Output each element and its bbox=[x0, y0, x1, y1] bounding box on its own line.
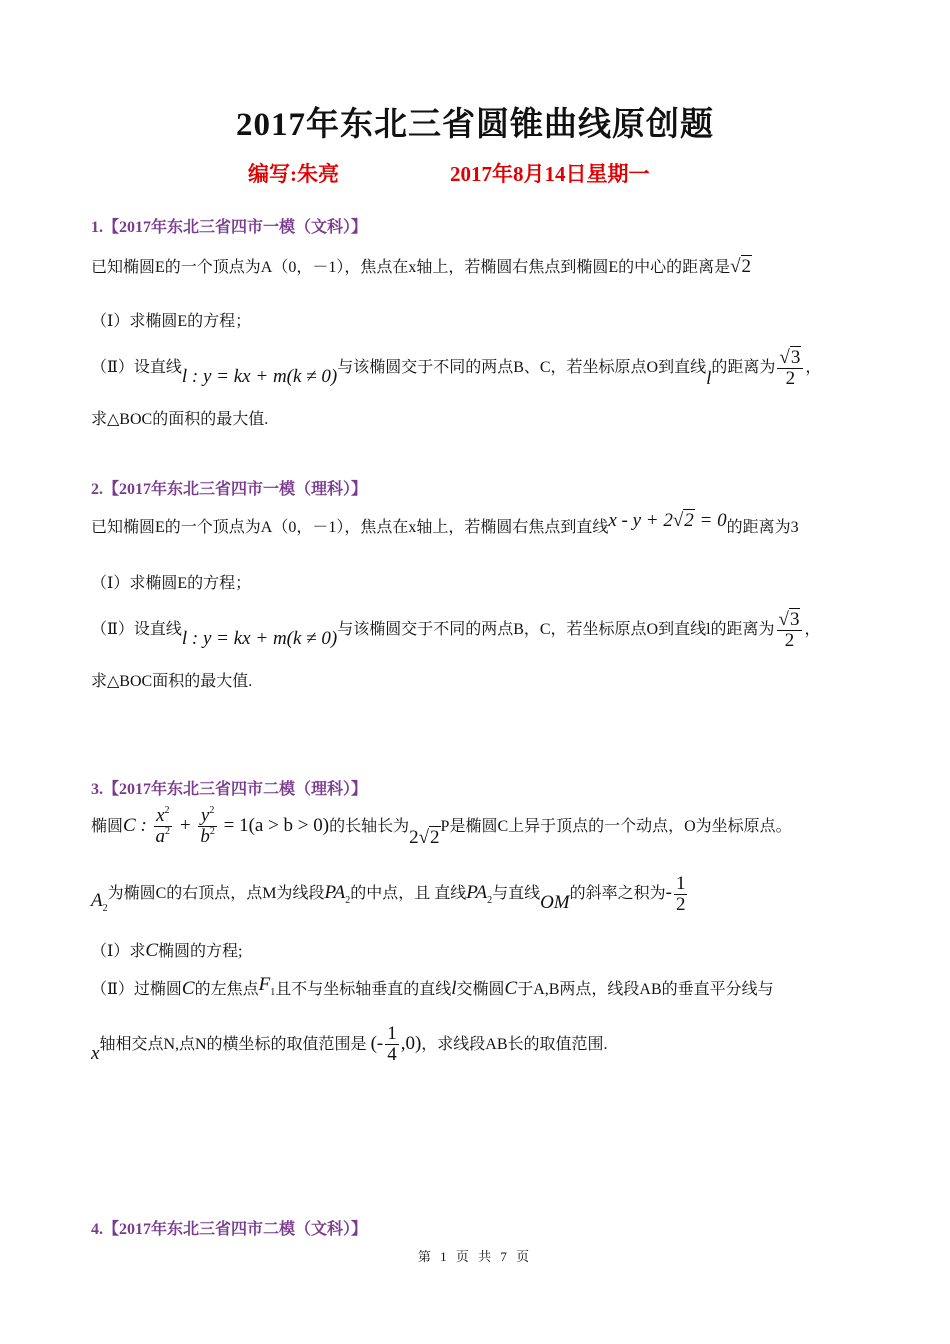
q1-statement bbox=[91, 254, 752, 278]
q3-part2-d: 交椭圆 bbox=[456, 981, 505, 998]
q3-part1 bbox=[91, 938, 242, 962]
q3-part2 bbox=[91, 976, 774, 1002]
page-footer: 第 1 页 共 7 页 bbox=[417, 1249, 533, 1264]
q3-line2-b: 的中点，且 直线 bbox=[350, 885, 467, 903]
q3-line2-d: 的斜率之积为 bbox=[569, 885, 666, 903]
C-symbol: C bbox=[145, 940, 159, 961]
q1-text: 已知椭圆E的一个顶点为A（0，－1），焦点在x轴上，若椭圆右焦点到椭圆E的中心的距离是 bbox=[91, 259, 731, 276]
q3-heading: 3.【2017年东北三省四市二模（理科）】 bbox=[91, 781, 368, 798]
q1-part2: （Ⅱ）设直线l : y = kx + m(k ≠ 0)与该椭圆交于不同的两点B、C，若坐标原点O到直线l的距离为 $\frac{√3}{2}$ ， bbox=[91, 347, 822, 390]
C-symbol-3: C bbox=[504, 978, 518, 999]
q3-part1-b: 椭圆的方程; bbox=[158, 943, 243, 960]
q2-part2-cont: 求△BOC面积的最大值. bbox=[91, 673, 253, 690]
author-line: 编写:朱亮 bbox=[248, 162, 339, 186]
q3-line2-c: 与直线 bbox=[492, 885, 541, 903]
line-l-2: l bbox=[451, 978, 457, 999]
q2-part2-a: （Ⅱ）设直线 bbox=[91, 621, 182, 639]
q3-part2-cont-a: 轴相交点N,点N的横坐标的取值范围是 bbox=[99, 1035, 367, 1053]
q2-statement bbox=[91, 510, 799, 538]
A2-symbol: $A_2$ bbox=[91, 890, 108, 915]
date-line: 2017年8月14日星期一 bbox=[450, 162, 650, 186]
q3-line2 bbox=[91, 874, 689, 915]
q1-part2-a: （Ⅱ）设直线 bbox=[91, 359, 182, 377]
q1-part2-cont: 求△BOC的面积的最大值. bbox=[91, 411, 269, 428]
OM-symbol: OM bbox=[540, 892, 570, 914]
ellipse-equation: C : $\frac{x^2}{a^2}$ + $\frac{y^2}{b^2}$ = 1(a > b > 0) bbox=[123, 805, 330, 847]
q2-part1: （Ⅰ）求椭圆E的方程； bbox=[91, 575, 252, 592]
q3-part2-b: 的左焦点 bbox=[194, 981, 259, 998]
range-interval: (- $\frac{1}{4}$ ,0) bbox=[370, 1023, 422, 1065]
q3-part2-e: 于A,B两点，线段AB的垂直平分线与 bbox=[517, 981, 774, 998]
PA2-symbol-2: $PA_2$ bbox=[466, 882, 493, 907]
line-l: l bbox=[706, 368, 712, 390]
x-axis-symbol: x bbox=[91, 1042, 100, 1064]
q1-part2-b: 与该椭圆交于不同的两点B、C，若坐标原点O到直线 bbox=[337, 359, 707, 377]
q3-text-b: 的长轴长为 bbox=[329, 817, 410, 835]
minus-sign: - bbox=[665, 882, 672, 904]
q2-heading: 2.【2017年东北三省四市一模（理科）】 bbox=[91, 481, 368, 498]
fraction-sqrt3-over-2-b: $\frac{√3}{2}$ bbox=[777, 610, 803, 651]
q2-text-b: 的距离为3 bbox=[726, 519, 799, 536]
length-2sqrt2: 2√2 bbox=[409, 826, 440, 848]
q2-text-a: 已知椭圆E的一个顶点为A（0，－1），焦点在x轴上，若椭圆右焦点到直线 bbox=[91, 519, 609, 536]
C-symbol-2: C bbox=[181, 978, 195, 999]
line-equation: l : y = kx + m(k ≠ 0) bbox=[181, 366, 338, 388]
q3-part2-cont bbox=[91, 1024, 608, 1065]
q1-heading: 1.【2017年东北三省四市一模（文科）】 bbox=[91, 219, 368, 236]
q1-part1: （Ⅰ）求椭圆E的方程； bbox=[91, 313, 252, 330]
q3-text-a: 椭圆 bbox=[91, 817, 124, 835]
q3-line2-a: 为椭圆C的右顶点，点M为线段 bbox=[107, 885, 325, 903]
q4-heading: 4.【2017年东北三省四市二模（文科）】 bbox=[91, 1221, 368, 1238]
sqrt-2: √2 bbox=[730, 256, 752, 277]
q1-part2-c: 的距离为 bbox=[711, 359, 776, 377]
q3-part1-a: （Ⅰ）求 bbox=[91, 943, 146, 960]
q3-text-c: P是椭圆C上异于顶点的一个动点，O为坐标原点。 bbox=[440, 817, 792, 835]
q3-part2-c: 且不与坐标轴垂直的直线 bbox=[275, 981, 452, 998]
fraction-one-half: $\frac{1}{2}$ bbox=[675, 873, 686, 915]
F1-symbol: $F_1$ bbox=[258, 974, 276, 998]
line2-equation: x - y + 2√2 = 0 bbox=[608, 510, 727, 531]
q2-part2-b: 与该椭圆交于不同的两点B，C，若坐标原点O到直线l的距离为 bbox=[337, 621, 775, 639]
line-equation-2: l : y = kx + m(k ≠ 0) bbox=[181, 628, 338, 650]
fraction-sqrt3-over-2: $\frac{√3}{2}$ bbox=[777, 348, 803, 389]
q3-part2-a: （Ⅱ）过椭圆 bbox=[91, 981, 182, 998]
PA2-symbol: $PA_2$ bbox=[324, 882, 351, 907]
document-title: 2017年东北三省圆锥曲线原创题 bbox=[236, 107, 714, 143]
q3-part2-cont-b: ，求线段AB长的取值范围. bbox=[421, 1035, 608, 1053]
q3-statement bbox=[91, 806, 792, 847]
q2-part2: （Ⅱ）设直线l : y = kx + m(k ≠ 0)与该椭圆交于不同的两点B，C，若坐标原点O到直线l的距离为 $\frac{√3}{2}$ ， bbox=[91, 609, 821, 651]
